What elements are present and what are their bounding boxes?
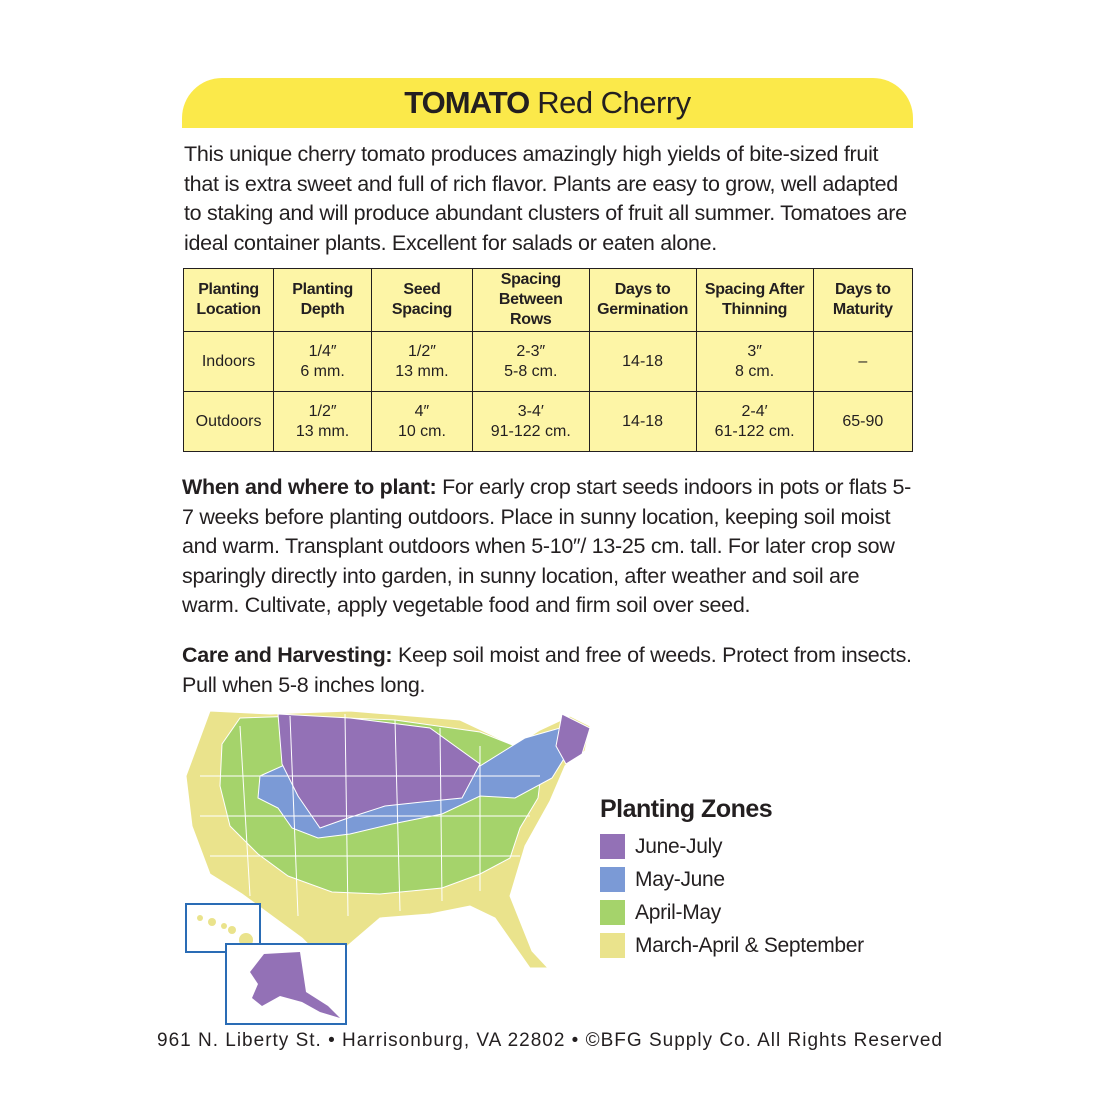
legend-label: April-May bbox=[635, 900, 721, 924]
packet-title bbox=[182, 78, 913, 128]
planting-table bbox=[183, 268, 913, 452]
care-section bbox=[182, 641, 912, 700]
table-cell: 2-4′ 61-122 cm. bbox=[696, 392, 813, 452]
section-heading: Care and Harvesting: bbox=[182, 643, 393, 667]
table-cell: 1/2″ 13 mm. bbox=[372, 332, 473, 392]
description: This unique cherry tomato produces amazingly high yields of bite-sized fruit that is extra sweet and full of rich flavor. Plants are easy to grow, well adapted to staking and will produce abundant clusters of fruit all summer. Tomatoes are ideal container plants. Excellent for salads or eaten alone. bbox=[184, 142, 907, 255]
table-cell: 4″ 10 cm. bbox=[372, 392, 473, 452]
col-header: Planting Depth bbox=[274, 269, 372, 332]
legend-swatch bbox=[600, 834, 625, 859]
col-header: Planting Location bbox=[184, 269, 274, 332]
col-header: Days to Germination bbox=[589, 269, 696, 332]
table-row bbox=[184, 332, 913, 392]
table-cell: 1/2″ 13 mm. bbox=[274, 392, 372, 452]
table-cell: 1/4″ 6 mm. bbox=[274, 332, 372, 392]
planting-zone-map bbox=[180, 706, 600, 1028]
col-header: Spacing Between Rows bbox=[472, 269, 589, 332]
crop-name: TOMATO bbox=[404, 85, 530, 120]
table-cell: 14-18 bbox=[589, 392, 696, 452]
legend-title: Planting Zones bbox=[600, 795, 773, 823]
legend-swatch bbox=[600, 900, 625, 925]
section-text: Keep soil moist and free of weeds. Protect from insects. Pull when 5-8 inches long. bbox=[182, 643, 912, 697]
table-row bbox=[184, 392, 913, 452]
legend-item bbox=[600, 863, 864, 896]
section-text: For early crop start seeds indoors in pots or flats 5-7 weeks before planting outdoors. Place in sunny location, keeping soil moist and warm. Transplant outdoors when 5-10″/ 13-25 cm. tall. For later crop sow sparingly directly into garden, in sunny location, after weather and soil are warm. Cultivate, apply vegetable food and firm soil over seed. bbox=[182, 475, 912, 617]
legend-item bbox=[600, 896, 864, 929]
col-header: Seed Spacing bbox=[372, 269, 473, 332]
table-cell: – bbox=[813, 332, 912, 392]
legend-swatch bbox=[600, 867, 625, 892]
col-header: Days to Maturity bbox=[813, 269, 912, 332]
legend-label: June-July bbox=[635, 834, 723, 858]
legend-item bbox=[600, 929, 864, 962]
table-cell: 3″ 8 cm. bbox=[696, 332, 813, 392]
table-cell: 14-18 bbox=[589, 332, 696, 392]
table-header-row bbox=[184, 269, 913, 332]
table-cell: 65-90 bbox=[813, 392, 912, 452]
legend-swatch bbox=[600, 933, 625, 958]
table-cell: Indoors bbox=[184, 332, 274, 392]
legend-label: May-June bbox=[635, 867, 725, 891]
table-cell: 3-4′ 91-122 cm. bbox=[472, 392, 589, 452]
table-cell: 2-3″ 5-8 cm. bbox=[472, 332, 589, 392]
when-where-section bbox=[182, 473, 912, 621]
footer-address: 961 N. Liberty St. • Harrisonburg, VA 22802 • ©BFG Supply Co. All Rights Reserved bbox=[157, 1030, 943, 1051]
col-header: Spacing After Thinning bbox=[696, 269, 813, 332]
table-cell: Outdoors bbox=[184, 392, 274, 452]
legend-label: March-April & September bbox=[635, 933, 864, 957]
section-heading: When and where to plant: bbox=[182, 475, 437, 499]
variety-name: Red Cherry bbox=[537, 85, 691, 120]
legend-item bbox=[600, 830, 864, 863]
zone-legend bbox=[600, 795, 864, 962]
